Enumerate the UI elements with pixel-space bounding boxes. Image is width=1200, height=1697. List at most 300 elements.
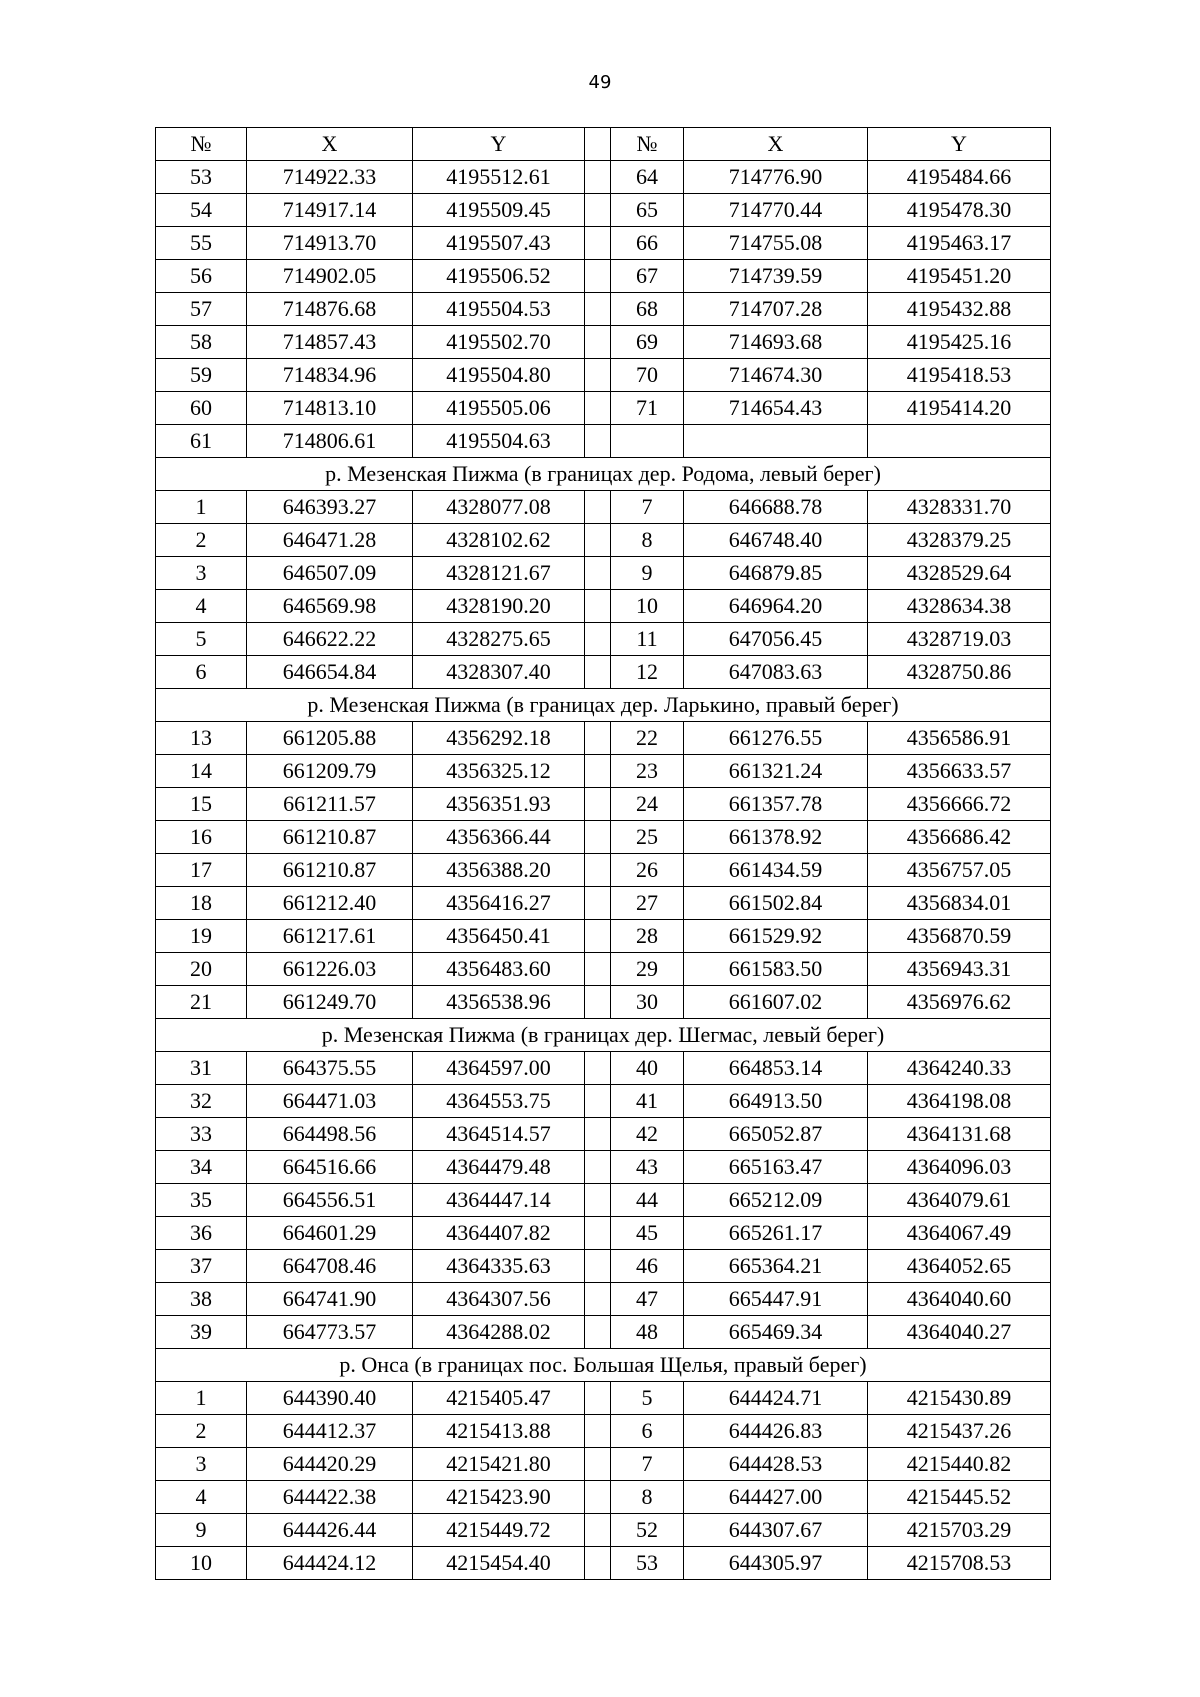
cell-y: 4356416.27 bbox=[413, 887, 585, 920]
cell-number-2: 70 bbox=[611, 359, 684, 392]
cell-y-2: 4364067.49 bbox=[868, 1217, 1051, 1250]
cell-number-2: 23 bbox=[611, 755, 684, 788]
cell-y-2: 4356976.62 bbox=[868, 986, 1051, 1019]
cell-number-2: 66 bbox=[611, 227, 684, 260]
cell-number-2 bbox=[611, 425, 684, 458]
table-row bbox=[156, 920, 1051, 953]
cell-x: 661249.70 bbox=[247, 986, 413, 1019]
cell-number: 32 bbox=[156, 1085, 247, 1118]
cell-number: 56 bbox=[156, 260, 247, 293]
cell-x-2: 644426.83 bbox=[684, 1415, 868, 1448]
cell-number-2: 68 bbox=[611, 293, 684, 326]
cell-x-2: 664853.14 bbox=[684, 1052, 868, 1085]
cell-gap bbox=[585, 1052, 611, 1085]
cell-y: 4364553.75 bbox=[413, 1085, 585, 1118]
cell-x: 664471.03 bbox=[247, 1085, 413, 1118]
cell-y: 4356450.41 bbox=[413, 920, 585, 953]
table-row bbox=[156, 1217, 1051, 1250]
cell-x-2: 661321.24 bbox=[684, 755, 868, 788]
cell-y: 4364514.57 bbox=[413, 1118, 585, 1151]
cell-y: 4356292.18 bbox=[413, 722, 585, 755]
cell-y-2: 4364052.65 bbox=[868, 1250, 1051, 1283]
cell-y: 4328307.40 bbox=[413, 656, 585, 689]
cell-x: 661217.61 bbox=[247, 920, 413, 953]
cell-y: 4195504.80 bbox=[413, 359, 585, 392]
cell-number-2: 43 bbox=[611, 1151, 684, 1184]
cell-y-2: 4356834.01 bbox=[868, 887, 1051, 920]
cell-number: 33 bbox=[156, 1118, 247, 1151]
cell-number: 10 bbox=[156, 1547, 247, 1580]
cell-number: 58 bbox=[156, 326, 247, 359]
table-row bbox=[156, 326, 1051, 359]
cell-gap bbox=[585, 1547, 611, 1580]
cell-x: 714902.05 bbox=[247, 260, 413, 293]
cell-number: 2 bbox=[156, 1415, 247, 1448]
cell-gap bbox=[585, 227, 611, 260]
cell-x: 664556.51 bbox=[247, 1184, 413, 1217]
table-row bbox=[156, 986, 1051, 1019]
cell-y: 4215405.47 bbox=[413, 1382, 585, 1415]
header-number: № bbox=[156, 128, 247, 161]
cell-number: 54 bbox=[156, 194, 247, 227]
cell-number: 55 bbox=[156, 227, 247, 260]
cell-x: 644412.37 bbox=[247, 1415, 413, 1448]
cell-y: 4364335.63 bbox=[413, 1250, 585, 1283]
cell-number-2: 64 bbox=[611, 161, 684, 194]
table-row bbox=[156, 656, 1051, 689]
cell-y: 4328077.08 bbox=[413, 491, 585, 524]
cell-number: 1 bbox=[156, 491, 247, 524]
cell-gap bbox=[585, 1151, 611, 1184]
cell-y-2: 4215445.52 bbox=[868, 1481, 1051, 1514]
cell-gap bbox=[585, 623, 611, 656]
cell-y-2: 4356633.57 bbox=[868, 755, 1051, 788]
cell-gap bbox=[585, 1250, 611, 1283]
cell-x: 661226.03 bbox=[247, 953, 413, 986]
cell-y: 4328102.62 bbox=[413, 524, 585, 557]
cell-gap bbox=[585, 392, 611, 425]
cell-y: 4356366.44 bbox=[413, 821, 585, 854]
table-row bbox=[156, 1547, 1051, 1580]
cell-x-2: 661276.55 bbox=[684, 722, 868, 755]
table-row bbox=[156, 293, 1051, 326]
table-row bbox=[156, 524, 1051, 557]
cell-number: 37 bbox=[156, 1250, 247, 1283]
cell-number-2: 27 bbox=[611, 887, 684, 920]
cell-number-2: 25 bbox=[611, 821, 684, 854]
cell-y: 4215423.90 bbox=[413, 1481, 585, 1514]
cell-x-2: 665052.87 bbox=[684, 1118, 868, 1151]
cell-gap bbox=[585, 1184, 611, 1217]
table-row bbox=[156, 194, 1051, 227]
cell-x: 714917.14 bbox=[247, 194, 413, 227]
cell-gap bbox=[585, 920, 611, 953]
table-row bbox=[156, 1184, 1051, 1217]
table-row bbox=[156, 1085, 1051, 1118]
cell-y: 4364479.48 bbox=[413, 1151, 585, 1184]
cell-number: 14 bbox=[156, 755, 247, 788]
cell-x: 714813.10 bbox=[247, 392, 413, 425]
cell-y-2: 4195463.17 bbox=[868, 227, 1051, 260]
cell-gap bbox=[585, 557, 611, 590]
cell-gap bbox=[585, 1085, 611, 1118]
cell-number: 2 bbox=[156, 524, 247, 557]
table-row bbox=[156, 1052, 1051, 1085]
cell-x-2: 644427.00 bbox=[684, 1481, 868, 1514]
cell-number: 19 bbox=[156, 920, 247, 953]
section-header-row bbox=[156, 1349, 1051, 1382]
cell-number: 5 bbox=[156, 623, 247, 656]
cell-x-2: 644424.71 bbox=[684, 1382, 868, 1415]
header-y: Y bbox=[413, 128, 585, 161]
cell-x-2: 665212.09 bbox=[684, 1184, 868, 1217]
cell-gap bbox=[585, 1415, 611, 1448]
cell-number: 59 bbox=[156, 359, 247, 392]
header-number-2: № bbox=[611, 128, 684, 161]
cell-y-2: 4356686.42 bbox=[868, 821, 1051, 854]
cell-number: 18 bbox=[156, 887, 247, 920]
cell-x: 714806.61 bbox=[247, 425, 413, 458]
cell-y-2: 4195425.16 bbox=[868, 326, 1051, 359]
cell-number-2: 67 bbox=[611, 260, 684, 293]
cell-number: 17 bbox=[156, 854, 247, 887]
table-row bbox=[156, 821, 1051, 854]
cell-x-2: 665163.47 bbox=[684, 1151, 868, 1184]
cell-number-2: 65 bbox=[611, 194, 684, 227]
cell-y: 4356351.93 bbox=[413, 788, 585, 821]
cell-number: 61 bbox=[156, 425, 247, 458]
cell-y: 4215449.72 bbox=[413, 1514, 585, 1547]
cell-y: 4195505.06 bbox=[413, 392, 585, 425]
cell-number: 3 bbox=[156, 557, 247, 590]
table-row bbox=[156, 557, 1051, 590]
cell-x-2 bbox=[684, 425, 868, 458]
cell-gap bbox=[585, 359, 611, 392]
cell-number-2: 7 bbox=[611, 1448, 684, 1481]
cell-x: 646471.28 bbox=[247, 524, 413, 557]
table-row bbox=[156, 1118, 1051, 1151]
table-row bbox=[156, 1283, 1051, 1316]
cell-y: 4356483.60 bbox=[413, 953, 585, 986]
cell-x: 714922.33 bbox=[247, 161, 413, 194]
cell-y-2: 4328529.64 bbox=[868, 557, 1051, 590]
cell-x: 646622.22 bbox=[247, 623, 413, 656]
cell-y-2: 4356870.59 bbox=[868, 920, 1051, 953]
cell-y: 4364288.02 bbox=[413, 1316, 585, 1349]
cell-number-2: 24 bbox=[611, 788, 684, 821]
cell-y-2: 4195432.88 bbox=[868, 293, 1051, 326]
cell-gap bbox=[585, 1118, 611, 1151]
cell-gap bbox=[585, 524, 611, 557]
cell-number-2: 10 bbox=[611, 590, 684, 623]
cell-gap bbox=[585, 1217, 611, 1250]
cell-y: 4364407.82 bbox=[413, 1217, 585, 1250]
cell-x-2: 714739.59 bbox=[684, 260, 868, 293]
section-header-row bbox=[156, 458, 1051, 491]
cell-number-2: 44 bbox=[611, 1184, 684, 1217]
table-row bbox=[156, 590, 1051, 623]
cell-y: 4328275.65 bbox=[413, 623, 585, 656]
cell-x: 646507.09 bbox=[247, 557, 413, 590]
cell-number-2: 52 bbox=[611, 1514, 684, 1547]
cell-number-2: 48 bbox=[611, 1316, 684, 1349]
cell-x-2: 661378.92 bbox=[684, 821, 868, 854]
cell-y: 4195504.53 bbox=[413, 293, 585, 326]
cell-x: 714913.70 bbox=[247, 227, 413, 260]
cell-x-2: 646879.85 bbox=[684, 557, 868, 590]
table-row bbox=[156, 755, 1051, 788]
cell-number: 6 bbox=[156, 656, 247, 689]
cell-number: 16 bbox=[156, 821, 247, 854]
cell-number-2: 71 bbox=[611, 392, 684, 425]
cell-gap bbox=[585, 293, 611, 326]
cell-x-2: 644305.97 bbox=[684, 1547, 868, 1580]
table-row bbox=[156, 425, 1051, 458]
cell-y: 4195506.52 bbox=[413, 260, 585, 293]
cell-x: 646569.98 bbox=[247, 590, 413, 623]
cell-x: 664708.46 bbox=[247, 1250, 413, 1283]
cell-number-2: 47 bbox=[611, 1283, 684, 1316]
section-header-row bbox=[156, 689, 1051, 722]
cell-gap bbox=[585, 821, 611, 854]
cell-number-2: 29 bbox=[611, 953, 684, 986]
cell-x: 661205.88 bbox=[247, 722, 413, 755]
cell-number: 3 bbox=[156, 1448, 247, 1481]
cell-y-2 bbox=[868, 425, 1051, 458]
cell-gap bbox=[585, 491, 611, 524]
cell-y-2: 4215703.29 bbox=[868, 1514, 1051, 1547]
cell-x-2: 661502.84 bbox=[684, 887, 868, 920]
cell-x-2: 665469.34 bbox=[684, 1316, 868, 1349]
cell-y: 4215454.40 bbox=[413, 1547, 585, 1580]
cell-y-2: 4364040.27 bbox=[868, 1316, 1051, 1349]
cell-y-2: 4356666.72 bbox=[868, 788, 1051, 821]
cell-y: 4356538.96 bbox=[413, 986, 585, 1019]
cell-y-2: 4328634.38 bbox=[868, 590, 1051, 623]
cell-x: 714857.43 bbox=[247, 326, 413, 359]
cell-gap bbox=[585, 722, 611, 755]
table-row bbox=[156, 953, 1051, 986]
cell-number-2: 53 bbox=[611, 1547, 684, 1580]
table-row bbox=[156, 1514, 1051, 1547]
section-title: р. Мезенская Пижма (в границах дер. Родома, левый берег) bbox=[156, 458, 1051, 491]
cell-x: 664375.55 bbox=[247, 1052, 413, 1085]
table-row bbox=[156, 854, 1051, 887]
cell-number-2: 69 bbox=[611, 326, 684, 359]
table-row bbox=[156, 1250, 1051, 1283]
cell-gap bbox=[585, 986, 611, 1019]
cell-y-2: 4364040.60 bbox=[868, 1283, 1051, 1316]
cell-gap bbox=[585, 656, 611, 689]
cell-number: 35 bbox=[156, 1184, 247, 1217]
cell-gap bbox=[585, 1514, 611, 1547]
cell-y-2: 4364198.08 bbox=[868, 1085, 1051, 1118]
cell-number-2: 40 bbox=[611, 1052, 684, 1085]
cell-gap bbox=[585, 953, 611, 986]
cell-number-2: 42 bbox=[611, 1118, 684, 1151]
cell-y-2: 4328379.25 bbox=[868, 524, 1051, 557]
cell-number-2: 45 bbox=[611, 1217, 684, 1250]
cell-x: 661212.40 bbox=[247, 887, 413, 920]
cell-number: 15 bbox=[156, 788, 247, 821]
cell-number-2: 11 bbox=[611, 623, 684, 656]
cell-x: 664498.56 bbox=[247, 1118, 413, 1151]
cell-y: 4195504.63 bbox=[413, 425, 585, 458]
cell-number: 21 bbox=[156, 986, 247, 1019]
cell-x: 644422.38 bbox=[247, 1481, 413, 1514]
cell-x: 661210.87 bbox=[247, 821, 413, 854]
cell-gap bbox=[585, 326, 611, 359]
cell-y: 4195512.61 bbox=[413, 161, 585, 194]
cell-number: 4 bbox=[156, 590, 247, 623]
cell-y-2: 4195478.30 bbox=[868, 194, 1051, 227]
header-x: X bbox=[247, 128, 413, 161]
table-row bbox=[156, 1448, 1051, 1481]
cell-gap bbox=[585, 194, 611, 227]
table-row bbox=[156, 1481, 1051, 1514]
table-row bbox=[156, 260, 1051, 293]
table-row bbox=[156, 227, 1051, 260]
cell-y-2: 4195414.20 bbox=[868, 392, 1051, 425]
cell-number: 60 bbox=[156, 392, 247, 425]
cell-x-2: 664913.50 bbox=[684, 1085, 868, 1118]
cell-gap bbox=[585, 755, 611, 788]
cell-y: 4215421.80 bbox=[413, 1448, 585, 1481]
cell-y-2: 4356757.05 bbox=[868, 854, 1051, 887]
cell-gap bbox=[585, 161, 611, 194]
cell-number: 1 bbox=[156, 1382, 247, 1415]
cell-x-2: 646964.20 bbox=[684, 590, 868, 623]
cell-gap bbox=[585, 260, 611, 293]
cell-y: 4328190.20 bbox=[413, 590, 585, 623]
cell-number-2: 6 bbox=[611, 1415, 684, 1448]
table-row bbox=[156, 161, 1051, 194]
cell-x-2: 647056.45 bbox=[684, 623, 868, 656]
header-y-2: Y bbox=[868, 128, 1051, 161]
table-row bbox=[156, 788, 1051, 821]
cell-x-2: 661607.02 bbox=[684, 986, 868, 1019]
table-row bbox=[156, 392, 1051, 425]
table-header-row bbox=[156, 128, 1051, 161]
cell-y-2: 4195484.66 bbox=[868, 161, 1051, 194]
cell-x-2: 714654.43 bbox=[684, 392, 868, 425]
cell-number-2: 9 bbox=[611, 557, 684, 590]
cell-x-2: 644428.53 bbox=[684, 1448, 868, 1481]
cell-number: 9 bbox=[156, 1514, 247, 1547]
cell-x-2: 714707.28 bbox=[684, 293, 868, 326]
cell-number-2: 22 bbox=[611, 722, 684, 755]
cell-x-2: 714755.08 bbox=[684, 227, 868, 260]
cell-y: 4195507.43 bbox=[413, 227, 585, 260]
cell-y: 4328121.67 bbox=[413, 557, 585, 590]
cell-x: 664741.90 bbox=[247, 1283, 413, 1316]
cell-x: 664516.66 bbox=[247, 1151, 413, 1184]
cell-x-2: 661583.50 bbox=[684, 953, 868, 986]
cell-y-2: 4215437.26 bbox=[868, 1415, 1051, 1448]
cell-x: 661209.79 bbox=[247, 755, 413, 788]
cell-x: 644390.40 bbox=[247, 1382, 413, 1415]
cell-x-2: 665447.91 bbox=[684, 1283, 868, 1316]
cell-number-2: 8 bbox=[611, 1481, 684, 1514]
cell-x-2: 665364.21 bbox=[684, 1250, 868, 1283]
cell-x: 714876.68 bbox=[247, 293, 413, 326]
cell-gap bbox=[585, 1448, 611, 1481]
table-row bbox=[156, 1382, 1051, 1415]
table-row bbox=[156, 1151, 1051, 1184]
cell-y-2: 4215440.82 bbox=[868, 1448, 1051, 1481]
cell-number-2: 7 bbox=[611, 491, 684, 524]
cell-gap bbox=[585, 854, 611, 887]
cell-number: 53 bbox=[156, 161, 247, 194]
cell-x-2: 647083.63 bbox=[684, 656, 868, 689]
section-header-row bbox=[156, 1019, 1051, 1052]
cell-x: 664773.57 bbox=[247, 1316, 413, 1349]
cell-y-2: 4364240.33 bbox=[868, 1052, 1051, 1085]
table-row bbox=[156, 1415, 1051, 1448]
cell-y: 4364597.00 bbox=[413, 1052, 585, 1085]
cell-y: 4364447.14 bbox=[413, 1184, 585, 1217]
cell-number: 39 bbox=[156, 1316, 247, 1349]
cell-y-2: 4328719.03 bbox=[868, 623, 1051, 656]
cell-number: 57 bbox=[156, 293, 247, 326]
cell-x-2: 661434.59 bbox=[684, 854, 868, 887]
cell-x-2: 661529.92 bbox=[684, 920, 868, 953]
header-gap bbox=[585, 128, 611, 161]
cell-x: 644424.12 bbox=[247, 1547, 413, 1580]
page-number: 49 bbox=[588, 72, 612, 93]
cell-x-2: 646748.40 bbox=[684, 524, 868, 557]
cell-number-2: 8 bbox=[611, 524, 684, 557]
cell-x-2: 665261.17 bbox=[684, 1217, 868, 1250]
cell-y-2: 4195418.53 bbox=[868, 359, 1051, 392]
cell-y-2: 4356586.91 bbox=[868, 722, 1051, 755]
cell-x: 646393.27 bbox=[247, 491, 413, 524]
table-row bbox=[156, 623, 1051, 656]
cell-y-2: 4215430.89 bbox=[868, 1382, 1051, 1415]
table-row bbox=[156, 359, 1051, 392]
cell-x-2: 714776.90 bbox=[684, 161, 868, 194]
cell-x: 661211.57 bbox=[247, 788, 413, 821]
cell-number: 34 bbox=[156, 1151, 247, 1184]
cell-x: 646654.84 bbox=[247, 656, 413, 689]
cell-gap bbox=[585, 788, 611, 821]
cell-x-2: 714770.44 bbox=[684, 194, 868, 227]
cell-y: 4195509.45 bbox=[413, 194, 585, 227]
section-title: р. Онса (в границах пос. Большая Щелья, правый берег) bbox=[156, 1349, 1051, 1382]
cell-x: 661210.87 bbox=[247, 854, 413, 887]
cell-x: 644426.44 bbox=[247, 1514, 413, 1547]
table-row bbox=[156, 722, 1051, 755]
cell-y: 4215413.88 bbox=[413, 1415, 585, 1448]
cell-number-2: 28 bbox=[611, 920, 684, 953]
table-row bbox=[156, 491, 1051, 524]
cell-gap bbox=[585, 1481, 611, 1514]
cell-number: 36 bbox=[156, 1217, 247, 1250]
cell-gap bbox=[585, 590, 611, 623]
cell-number: 4 bbox=[156, 1481, 247, 1514]
cell-number: 38 bbox=[156, 1283, 247, 1316]
cell-y-2: 4195451.20 bbox=[868, 260, 1051, 293]
cell-x-2: 714674.30 bbox=[684, 359, 868, 392]
cell-y-2: 4328331.70 bbox=[868, 491, 1051, 524]
cell-x: 644420.29 bbox=[247, 1448, 413, 1481]
cell-y-2: 4356943.31 bbox=[868, 953, 1051, 986]
coordinates-table bbox=[155, 127, 1051, 1580]
cell-x-2: 714693.68 bbox=[684, 326, 868, 359]
cell-gap bbox=[585, 887, 611, 920]
cell-y: 4364307.56 bbox=[413, 1283, 585, 1316]
cell-y-2: 4215708.53 bbox=[868, 1547, 1051, 1580]
